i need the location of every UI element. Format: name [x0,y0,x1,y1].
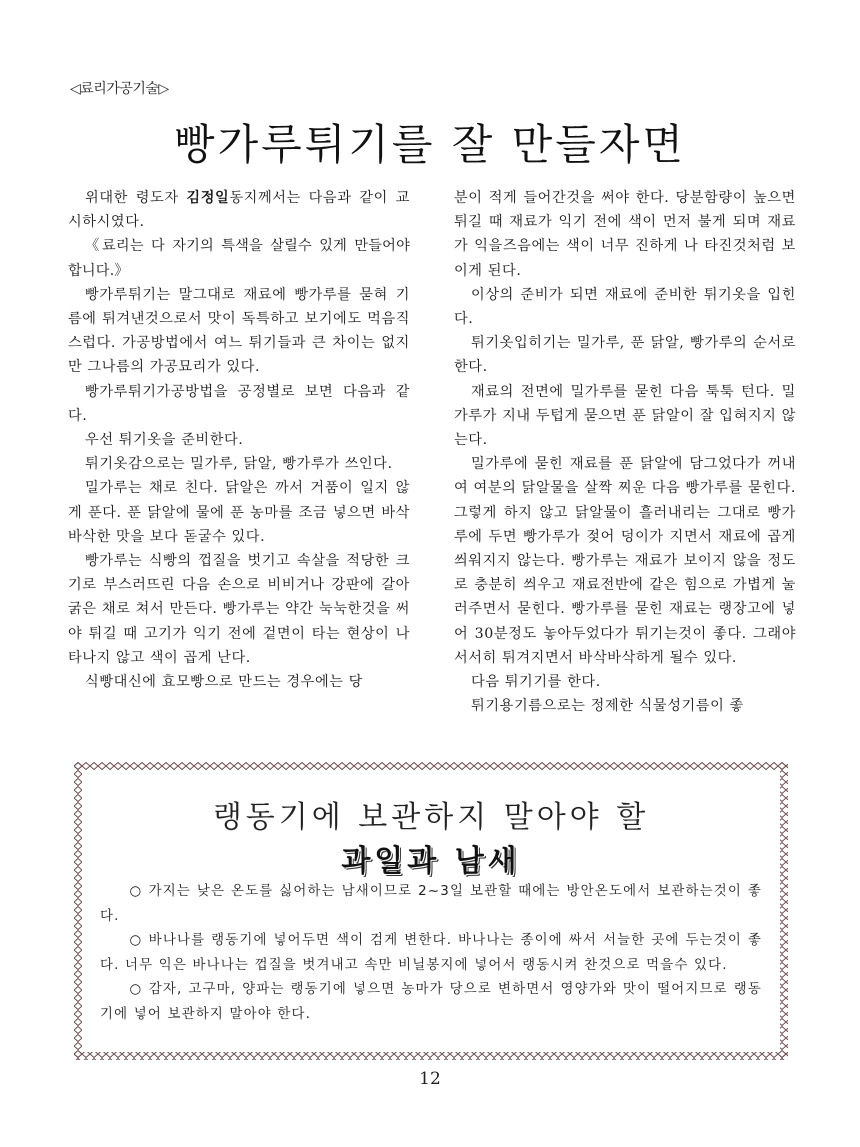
box-item: ○ 바나나를 랭동기에 넣어두면 색이 검게 변한다. 바나나는 종이에 싸서 서늘한 곳에 두는것이 좋다. 너무 익은 바나나는 껍질을 벗겨내고 속만 비닐봉지에 넣어서 랭동시켜 찬것으로 먹을수 있다. [100,933,762,973]
sidebar-box [74,762,788,1060]
paragraph: 빵가루튀기는 말그대로 재료에 빵가루를 묻혀 기름에 튀겨낸것으로서 맛이 독특하고 보기에도 먹음직스럽다. 가공방법에서 여느 튀기들과 큰 차이는 없지만 그나름의 가공묘리가 있다. [68,286,410,376]
section-tag: ◁료리가공기술▷ [70,81,169,97]
box-body [100,880,762,1027]
paragraph: 우선 튀기옷을 준비한다. [85,432,244,449]
paragraph: 이상의 준비가 되면 재료에 준비한 튀기옷을 입힌다. [454,286,796,328]
right-column [454,186,796,718]
article-body [68,186,796,718]
lead-text: 위대한 령도자 [85,190,187,206]
paragraph: 튀기옷입히기는 밀가루, 푼 닭알, 빵가루의 순서로 한다. [454,335,796,376]
paragraph: 빵가루는 식빵의 껍질을 벗기고 속살을 적당한 크기로 부스러뜨린 다음 손으로 비비거나 강판에 갈아 굵은 채로 쳐서 만든다. 빵가루는 약간 눅눅한것을 써야 튀길 때 고기가 익기 전에 겉면이 타는 현상이 나타나지 않고 색이 곱게 난다. [68,553,410,666]
left-column [68,186,410,718]
box-item: ○ 감자, 고구마, 양파는 랭동기에 넣으면 농마가 당으로 변하면서 영양가와 맛이 떨어지므로 랭동기에 넣어 보관하지 말아야 한다. [100,982,762,1022]
paragraph: 밀가루는 채로 친다. 닭알은 까서 거품이 일지 않게 푼다. 푼 닭알에 물에 푼 농마를 조금 넣으면 바삭바삭한 맛을 보다 돋굴수 있다. [68,480,410,545]
quote-paragraph: 《료리는 다 자기의 특색을 살릴수 있게 만들어야 합니다.》 [68,238,410,279]
paragraph: 재료의 전면에 밀가루를 묻힌 다음 툭툭 턴다. 밀가루가 지내 두텁게 묻으면 푼 닭알이 잘 입혀지지 않는다. [454,383,796,449]
box-item: ○ 가지는 낮은 온도를 싫어하는 남새이므로 2~3일 보관할 때에는 방안온도에서 보관하는것이 좋다. [100,884,762,924]
paragraph: 식빵대신에 효모빵으로 만드는 경우에는 당 [85,674,363,691]
page-title: 빵가루튀기를 잘 만들자면 [174,120,686,169]
paragraph: 빵가루튀기가공방법을 공정별로 보면 다음과 같다. [68,383,410,424]
continuation-paragraph: 분이 적게 들어간것을 써야 한다. 당분함량이 높으면 튀길 때 재료가 익기 전에 색이 먼저 불게 되며 재료가 익을즈음에는 색이 너무 진하게 나 타진것처럼 보이게 된다. [454,190,796,279]
page-number: 12 [419,1069,441,1089]
lead-paragraph [68,186,410,234]
paragraph: 다음 튀기기를 한다. [471,674,601,691]
paragraph: 튀기용기름으로는 정제한 식물성기름이 좋 [471,698,744,715]
paragraph: 튀기옷감으로는 밀가루, 닭알, 빵가루가 쓰인다. [85,456,393,473]
box-title-line2: 과일과 남새 [341,844,521,879]
leader-name: 김정일 [186,190,230,206]
box-title-line1: 랭동기에 보관하지 말아야 할 [212,800,650,835]
paragraph: 밀가루에 묻힌 재료를 푼 닭알에 담그었다가 꺼내여 여분의 닭알물을 살짝 찌운 다음 빵가루를 묻힌다. 그렇게 하지 않고 닭알물이 흘러내리는 그대로 빵가루에 두면 빵가루가 젖어 덩이가 지면서 재료에 곱게 씌워지지 않는다. 빵가루는 재료가 보이지 않을 정도로 충분히 씌우고 재료전반에 같은 힘으로 가볍게 눌러주면서 묻힌다. 빵가루를 묻힌 재료는 랭장고에 넣어 30분정도 놓아두었다가 튀기는것이 좋다. 그래야 서서히 튀겨지면서 바삭바삭하게 될수 있다. [454,456,796,666]
lead-text-end: 동지께서는 다음과 같이 교시하시였다. [68,190,410,231]
